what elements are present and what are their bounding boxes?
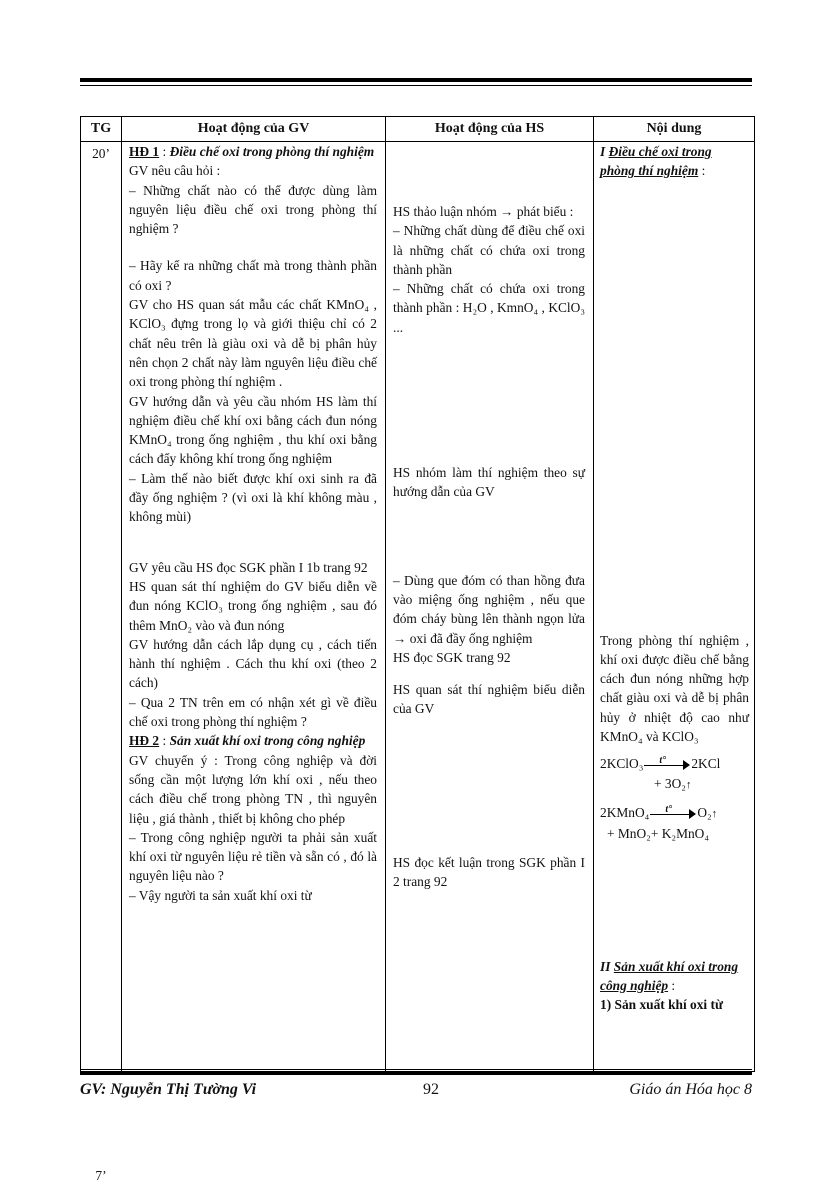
gv-text: – Làm thế nào biết được khí oxi sinh ra đã đầy ống nghiệm ? (vì oxi là khí không màu , không mùi) (129, 470, 377, 525)
header-nd: Nội dung (594, 117, 755, 142)
header-hs: Hoạt động của HS (386, 117, 594, 142)
footer-page-number: 92 (423, 1081, 439, 1098)
hs-text: – Dùng que đóm có than hồng đưa vào miệng ống nghiệm , nếu que đóm cháy bùng lên thành ngọn lửa → oxi đã đầy ống nghiệm (393, 572, 585, 646)
table-row (81, 142, 755, 1072)
header-tg: TG (81, 117, 122, 142)
hd2-heading (129, 731, 377, 750)
time-cell (81, 142, 122, 1183)
gv-text: – Những chất nào có thể được dùng làm nguyên liệu điều chế oxi trong phòng thí nghiệm ? (129, 182, 377, 237)
gv-text: GV chuyển ý : Trong công nghiệp và đời sống cần một lượng lớn khí oxi , nếu theo cách điều chế trong phòng TN , thì nguyên liệu , giá thành , thiết bị không cho phép (129, 752, 377, 826)
arrow-condition: t° (665, 803, 673, 815)
footer-rule-thick (80, 1072, 752, 1075)
hd2-label: HĐ 2 (129, 733, 160, 749)
gv-text: HS quan sát thí nghiệm do GV biểu diễn về đun nóng KClO₃ trong ống nghiệm , sau đó thêm MnO₂ vào và đun nóng (129, 578, 377, 633)
section-1-num: I (600, 144, 606, 159)
eq1-line2: + 3O₂ (654, 775, 686, 791)
gv-text: – Hãy kể ra những chất mà trong thành phần có oxi ? (129, 258, 377, 293)
gv-text: – Vậy người ta sản xuất khí oxi từ (129, 887, 312, 903)
equation-2 (600, 803, 749, 824)
footer-rule-thin (80, 1069, 752, 1070)
hs-text: HS thảo luận nhóm → phát biểu : (393, 204, 574, 219)
hs-text: HS quan sát thí nghiệm biểu diễn của GV (393, 682, 585, 717)
section-1-heading (600, 142, 749, 181)
section-1-title: Điều chế oxi trong phòng thí nghiệm (600, 144, 712, 179)
footer-teacher: GV: Nguyễn Thị Tường Vi (80, 1081, 257, 1098)
hs-activity-cell (386, 142, 594, 1072)
content-text: Trong phòng thí nghiệm , khí oxi được điều chế bằng cách đun nóng những hợp chất giàu oxi và dễ bị phân hủy ở nhiệt độ cao như KMnO₄ và KClO₃ (600, 632, 749, 745)
gv-text: GV hướng dẫn cách lắp dụng cụ , cách tiến hành thí nghiệm . Cách thu khí oxi (theo 2 cách) (129, 636, 377, 691)
eq2-left: 2KMnO₄ (600, 804, 650, 820)
gv-text: – Trong công nghiệp người ta phải sản xuất khí oxi từ nguyên liệu rẻ tiền và sẵn có , đó là nguyên liệu nào ? (129, 829, 377, 884)
section-1-colon: : (698, 163, 706, 179)
hd1-title: Điều chế oxi trong phòng thí nghiệm (169, 144, 375, 159)
gv-activity-cell (122, 142, 386, 1072)
time-1: 20’ (92, 146, 110, 161)
hs-text: HS nhóm làm thí nghiệm theo sự hướng dẫn của GV (393, 465, 585, 500)
gas-arrow-icon: ↑ (685, 778, 692, 791)
section-2-title: Sản xuất khí oxi trong công nghiệp (600, 958, 739, 993)
gv-text: – Qua 2 TN trên em có nhận xét gì về điều chế oxi trong phòng thí nghiệm ? (129, 694, 377, 730)
footer-subject: Giáo án Hóa học 8 (629, 1081, 752, 1098)
section-2-subheading: 1) Sản xuất khí oxi từ (600, 997, 724, 1013)
eq1-left: 2KClO₃ (600, 756, 644, 772)
reaction-arrow-icon (644, 755, 690, 770)
hd1-sep: : (159, 144, 170, 159)
hs-text: HS đọc kết luận trong SGK phần I 2 trang 92 (393, 854, 585, 890)
equation-2-line-2: + MnO₂+ K₂MnO₄ (607, 826, 710, 842)
section-2-colon: : (668, 977, 676, 993)
gas-arrow-icon: ↑ (711, 807, 718, 820)
equation-1-line-2 (600, 774, 749, 795)
hs-text: – Những chất dùng để điều chế oxi là những chất có chứa oxi trong thành phần (393, 223, 585, 277)
eq1-right: 2KCl (691, 756, 721, 772)
arrow-condition: t° (659, 755, 667, 767)
header-gv: Hoạt động của GV (122, 117, 386, 142)
hs-text: – Những chất có chứa oxi trong thành phần : H₂O , KmnO₄ , KClO₃ ... (393, 281, 585, 335)
header-rule-thin (80, 85, 752, 86)
content-cell (594, 142, 755, 1072)
section-2-heading (600, 957, 749, 996)
gv-text: GV cho HS quan sát mẫu các chất KMnO₄ , KClO₃ đựng trong lọ và giới thiệu chỉ có 2 chất nêu trên là giàu oxi và dễ bị phân hủy nên chọn 2 chất này làm nguyên liệu điều chế oxi trong phòng thí nghiệm . (129, 297, 377, 390)
time-2: 7’ (95, 1168, 107, 1183)
gv-text: GV hướng dẫn và yêu cầu nhóm HS làm thí nghiệm điều chế khí oxi bằng cách đun nóng KMnO₄ trong ống nghiệm , thu khí oxi bằng cách đẩy không khí trong ống nghiệm (129, 393, 377, 467)
header-rule-thick (80, 78, 752, 82)
equation-1 (600, 754, 749, 773)
eq2-right: O₂ (697, 804, 712, 820)
hd2-sep: : (159, 733, 170, 749)
section-2-num: II (600, 958, 611, 974)
reaction-arrow-icon (650, 803, 696, 819)
hd2-title: Sản xuất khí oxi trong công nghiệp (169, 733, 366, 749)
gv-text: GV yêu cầu HS đọc SGK phần I 1b trang 92 (129, 559, 368, 575)
hd1-label: HĐ 1 (129, 144, 160, 159)
gv-text: GV nêu câu hỏi : (129, 163, 221, 179)
hd1-heading (129, 142, 377, 161)
hs-text: HS đọc SGK trang 92 (393, 649, 511, 665)
table-header-row (81, 117, 755, 142)
